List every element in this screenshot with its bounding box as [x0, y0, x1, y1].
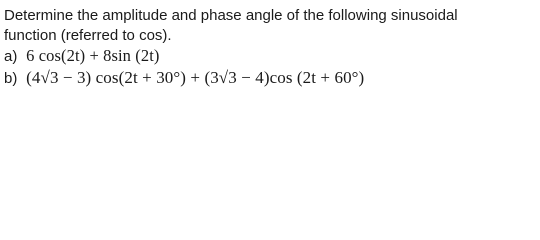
part-a	[4, 46, 536, 66]
part-a-label: a)	[4, 48, 18, 65]
part-b	[4, 66, 536, 90]
problem-statement	[4, 6, 536, 90]
part-a-expression: 6 cos(2t) + 8sin (2t)	[26, 46, 160, 65]
instruction-line-2: function (referred to cos).	[4, 27, 172, 44]
part-b-expression: (4√3 − 3) cos(2t + 30°) + (3√3 − 4)cos (2t + 60°)	[26, 68, 365, 87]
part-b-label: b)	[4, 70, 18, 87]
instruction-line-1: Determine the amplitude and phase angle of the following sinusoidal	[4, 7, 458, 24]
